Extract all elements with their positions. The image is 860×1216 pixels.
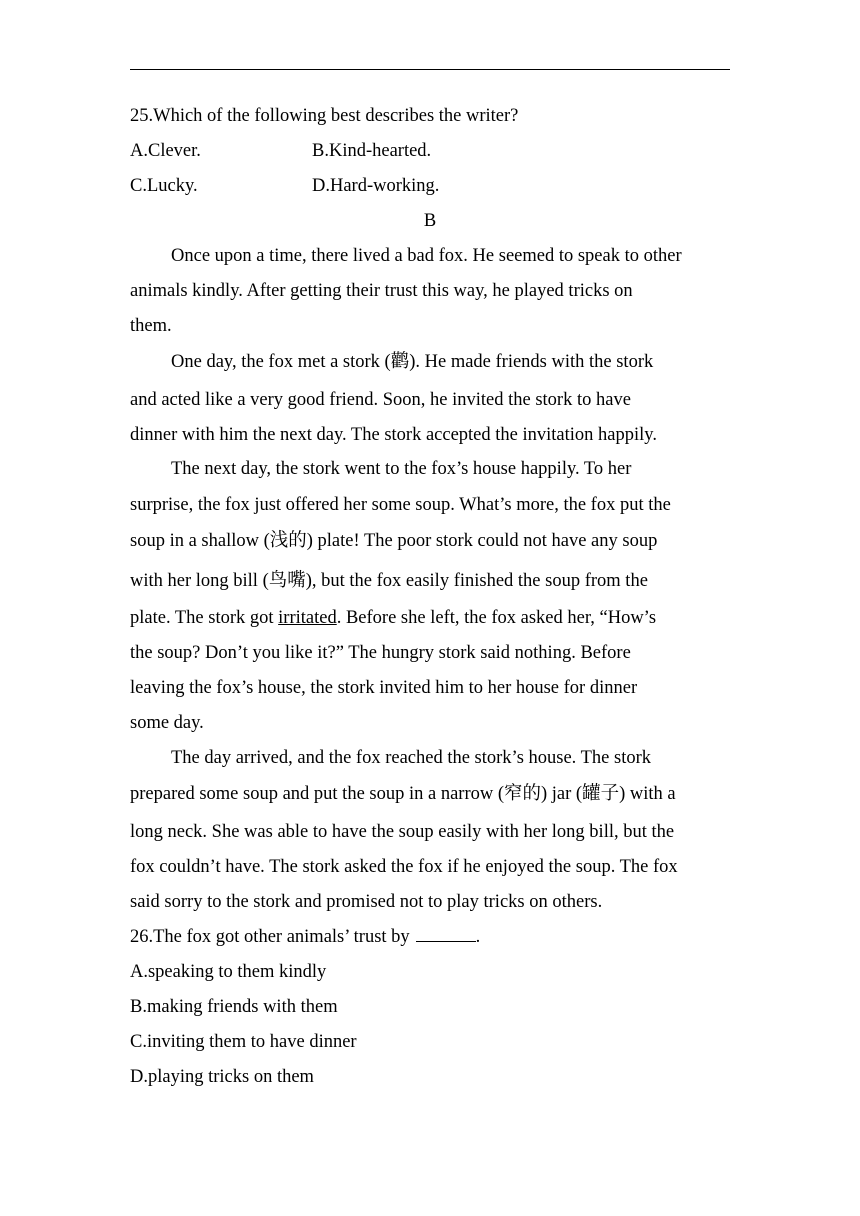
passage-line: Once upon a time, there lived a bad fox. He seemed to speak to other <box>171 246 682 266</box>
question-25-option-a: A.Clever. <box>130 141 201 161</box>
passage-line: The next day, the stork went to the fox’s house happily. To her <box>171 459 632 479</box>
passage-line: the soup? Don’t you like it?” The hungry stork said nothing. Before <box>130 643 631 663</box>
passage-line: leaving the fox’s house, the stork invited him to her house for dinner <box>130 678 638 698</box>
passage-line: some day. <box>130 713 204 733</box>
question-26-stem-text: 26.The fox got other animals’ trust by <box>130 927 410 947</box>
passage-line: soup in a shallow (浅的) plate! The poor stork could not have any soup <box>130 531 658 551</box>
passage-line <box>130 607 656 629</box>
passage-line: dinner with him the next day. The stork accepted the invitation happily. <box>130 425 657 445</box>
passage-line: and acted like a very good friend. Soon, he invited the stork to have <box>130 390 631 410</box>
passage-line: animals kindly. After getting their trust this way, he played tricks on <box>130 281 633 301</box>
question-25-option-d: D.Hard-working. <box>312 176 440 196</box>
passage-line: them. <box>130 316 172 336</box>
underlined-word: irritated <box>278 608 337 628</box>
question-26-option-d: D.playing tricks on them <box>130 1067 314 1087</box>
header-rule <box>130 69 730 70</box>
question-26-stem: 26.The fox got other animals’ trust by . <box>130 927 481 947</box>
passage-line: long neck. She was able to have the soup easily with her long bill, but the <box>130 822 675 842</box>
passage-text: . Before she left, the fox asked her, “How’s <box>336 608 657 628</box>
passage-line: prepared some soup and put the soup in a narrow (窄的) jar (罐子) with a <box>130 784 676 804</box>
question-26-option-a: A.speaking to them kindly <box>130 962 327 982</box>
passage-line: surprise, the fox just offered her some soup. What’s more, the fox put the <box>130 495 671 515</box>
question-26-option-c: C.inviting them to have dinner <box>130 1032 357 1052</box>
section-label: B <box>423 211 437 231</box>
passage-text: plate. The stork got <box>130 608 279 628</box>
question-25-stem: 25.Which of the following best describes the writer? <box>130 106 519 126</box>
passage-line: One day, the fox met a stork (鹳). He made friends with the stork <box>171 352 654 372</box>
passage-line: The day arrived, and the fox reached the stork’s house. The stork <box>171 748 651 768</box>
question-25-option-c: C.Lucky. <box>130 176 198 196</box>
answer-blank <box>416 927 476 942</box>
passage-line: fox couldn’t have. The stork asked the fox if he enjoyed the soup. The fox <box>130 857 678 877</box>
passage-line: with her long bill (鸟嘴), but the fox easily finished the soup from the <box>130 571 648 591</box>
passage-line: said sorry to the stork and promised not to play tricks on others. <box>130 892 603 912</box>
question-26-option-b: B.making friends with them <box>130 997 338 1017</box>
question-25-option-b: B.Kind-hearted. <box>312 141 432 161</box>
